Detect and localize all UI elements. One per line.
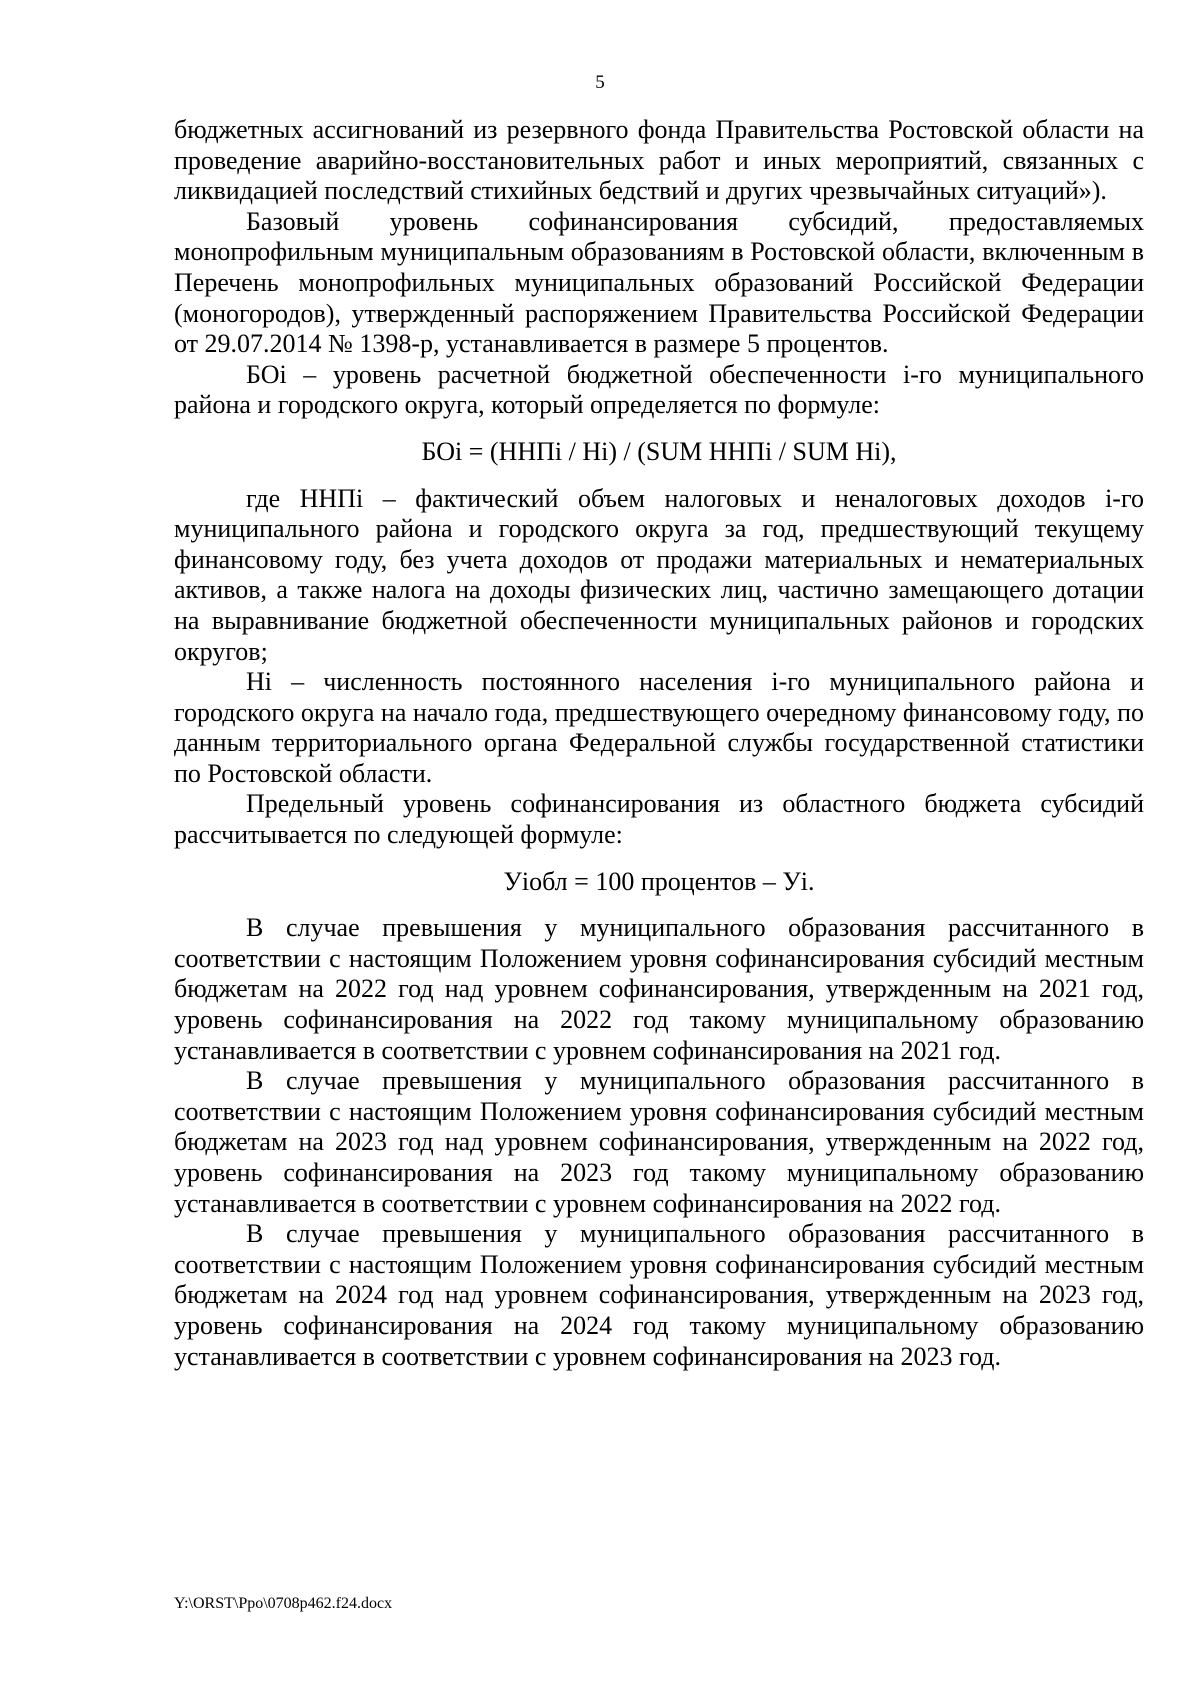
paragraph-2022: В случае превышения у муниципального образования рассчитанного в соответствии с настоящим Положением уровня софинансирования субсидий местным бюджетам на 2022 год над уровнем софинансирования, утвержденным на 2021 год, уровень софинансирования на 2022 год такому муниципальному образованию устанавливается в соответствии с уровнем софинансирования на 2021 год. bbox=[174, 913, 1144, 1065]
paragraph-continuation: бюджетных ассигнований из резервного фонда Правительства Ростовской области на проведение аварийно-восстановительных работ и иных мероприятий, связанных с ликвидацией последствий стихийных бедствий и других чрезвычайных ситуаций»). bbox=[174, 115, 1144, 206]
formula-boi: БОi = (ННПi / Нi) / (SUM ННПi / SUM Нi), bbox=[421, 436, 897, 466]
paragraph-boi-definition: БОi – уровень расчетной бюджетной обеспеченности i-го муниципального района и городского округа, который определяется по формуле: bbox=[174, 359, 1144, 420]
paragraph-nnpi-definition: где ННПi – фактический объем налоговых и неналоговых доходов i-го муниципального района и городского округа за год, предшествующий текущему финансовому году, без учета доходов от продажи материальных и нематериальных активов, а также налога на доходы физических лиц, частично замещающего дотации на выравнивание бюджетной обеспеченности муниципальных районов и городских округов; bbox=[174, 483, 1144, 666]
paragraph-max-level: Предельный уровень софинансирования из областного бюджета субсидий рассчитывается по следующей формуле: bbox=[174, 789, 1144, 850]
paragraph-ni-definition: Нi – численность постоянного населения i-го муниципального района и городского округа на начало года, предшествующего очередному финансовому году, по данным территориального органа Федеральной службы государственной статистики по Ростовской области. bbox=[174, 667, 1144, 788]
paragraph-2023: В случае превышения у муниципального образования рассчитанного в соответствии с настоящим Положением уровня софинансирования субсидий местным бюджетам на 2023 год над уровнем софинансирования, утвержденным на 2022 год, уровень софинансирования на 2023 год такому муниципальному образованию устанавливается в соответствии с уровнем софинансирования на 2022 год. bbox=[174, 1066, 1144, 1218]
page-number: 5 bbox=[595, 72, 605, 93]
footer-file-path: Y:\ORST\Ppo\0708p462.f24.docx bbox=[174, 1595, 393, 1612]
formula-uiobl: Уiобл = 100 процентов – Уi. bbox=[503, 866, 815, 896]
paragraph-base-level: Базовый уровень софинансирования субсидий, предоставляемых монопрофильным муниципальным образованиям в Ростовской области, включенным в Перечень монопрофильных муниципальных образований Российской Федерации (моногородов), утвержденный распоряжением Правительства Российской Федерации от 29.07.2014 № 1398-р, устанавливается в размере 5 процентов. bbox=[174, 206, 1144, 359]
paragraph-2024: В случае превышения у муниципального образования рассчитанного в соответствии с настоящим Положением уровня софинансирования субсидий местным бюджетам на 2024 год над уровнем софинансирования, утвержденным на 2023 год, уровень софинансирования на 2024 год такому муниципальному образованию устанавливается в соответствии с уровнем софинансирования на 2023 год. bbox=[174, 1219, 1144, 1371]
document-body bbox=[174, 115, 1144, 1372]
